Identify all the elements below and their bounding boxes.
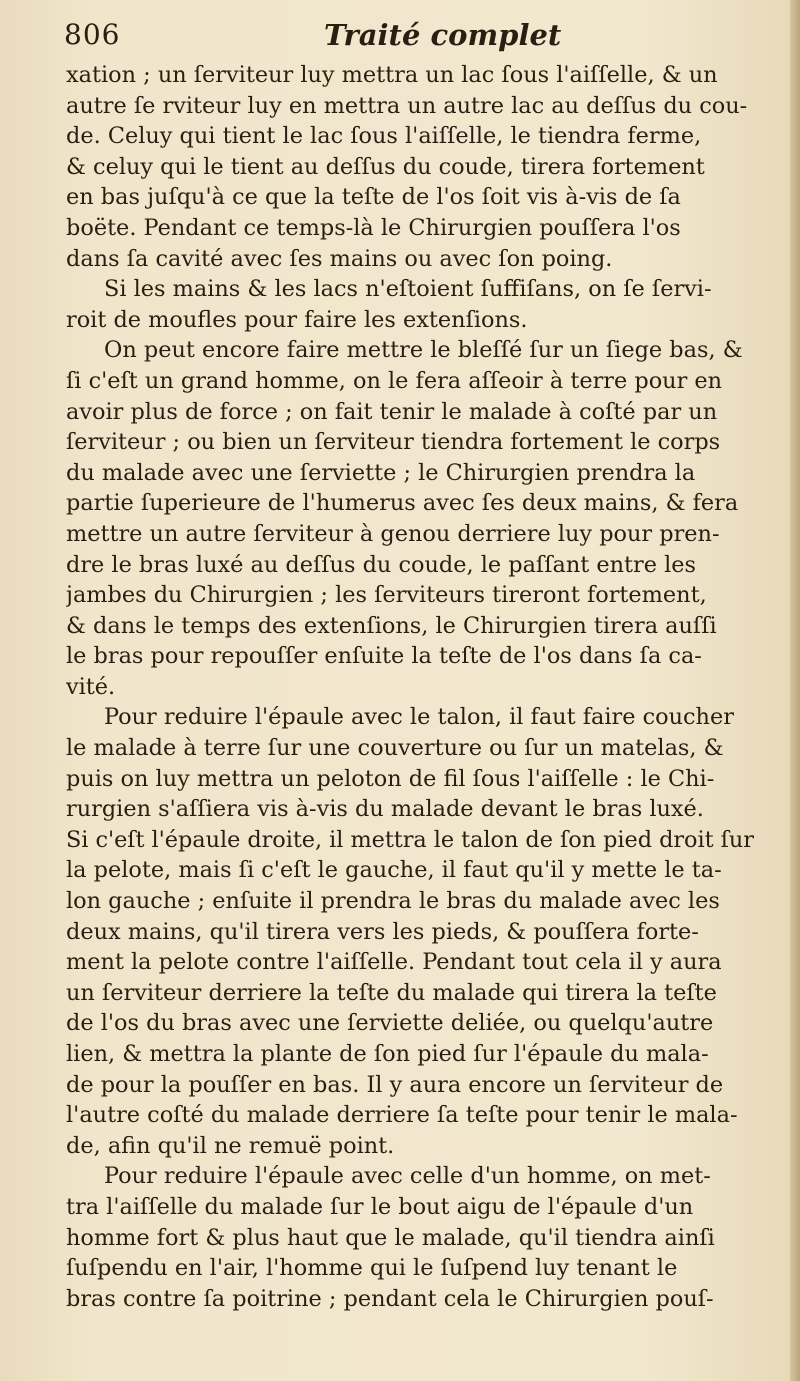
text-line: partie ſuperieure de l'humerus avec ſes deux mains, & fera — [66, 490, 739, 517]
text-line: roit de moufles pour faire les extenſions. — [66, 306, 528, 333]
text-line: lon gauche ; enſuite il prendra le bras du malade avec les — [66, 888, 720, 915]
text-line: homme fort & plus haut que le malade, qu'il tiendra ainſi — [66, 1224, 715, 1251]
text-line: Si c'eſt l'épaule droite, il mettra le talon de ſon pied droit ſur — [66, 826, 754, 853]
text-line: dre le bras luxé au deſſus du coude, le paſſant entre les — [66, 551, 697, 578]
page-edge — [790, 0, 800, 1381]
text-line: mettre un autre ſerviteur à genou derriere luy pour pren- — [66, 520, 720, 547]
text-line: l'autre coſté du malade derriere ſa teſte pour tenir le mala- — [66, 1102, 738, 1129]
text-line: & celuy qui le tient au deſſus du coude, tirera fortement — [66, 153, 705, 180]
text-line: deux mains, qu'il tirera vers les pieds, & pouſſera forte- — [66, 918, 699, 945]
page-header — [64, 14, 780, 60]
text-line: en bas juſqu'à ce que la teſte de l'os ſoit vis à-vis de ſa — [66, 184, 681, 211]
body-text — [66, 60, 754, 1314]
text-line: lien, & mettra la plante de ſon pied ſur l'épaule du mala- — [66, 1041, 709, 1067]
text-line: du malade avec une ſerviette ; le Chirurgien prendra la — [66, 459, 696, 486]
text-line: bras contre ſa poitrine ; pendant cela le Chirurgien pouſ- — [66, 1285, 714, 1312]
text-line: le bras pour repouſſer enſuite la teſte de l'os dans ſa ca- — [66, 643, 702, 670]
text-line: boëte. Pendant ce temps-là le Chirurgien pouſſera l'os — [66, 214, 681, 241]
text-line: Si les mains & les lacs n'eſtoient ſuffiſans, on ſe ſervi- — [104, 276, 712, 303]
text-line: de l'os du bras avec une ſerviette deliée, ou quelqu'autre — [66, 1010, 714, 1037]
text-line: & dans le temps des extenſions, le Chirurgien tirera auſſi — [66, 612, 717, 639]
text-line: Pour reduire l'épaule avec le talon, il faut faire coucher — [104, 704, 734, 731]
text-line: ſerviteur ; ou bien un ſerviteur tiendra fortement le corps — [66, 429, 721, 456]
page-number: 806 — [64, 18, 121, 51]
text-line: On peut encore faire mettre le bleſſé ſur un ſiege bas, & — [104, 337, 743, 364]
text-line: un ſerviteur derriere la teſte du malade qui tirera la teſte — [66, 979, 717, 1006]
text-line: de. Celuy qui tient le lac ſous l'aiſſelle, le tiendra ferme, — [66, 123, 702, 150]
text-line: ſuſpendu en l'air, l'homme qui le ſuſpend luy tenant le — [66, 1255, 678, 1282]
text-line: le malade à terre ſur une couverture ou ſur un matelas, & — [66, 735, 724, 762]
text-line: avoir plus de force ; on fait tenir le malade à coſté par un — [66, 398, 718, 425]
text-line: Pour reduire l'épaule avec celle d'un homme, on met- — [104, 1163, 711, 1190]
text-line: de pour la pouſſer en bas. Il y aura encore un ſerviteur de — [66, 1071, 724, 1098]
text-line: dans ſa cavité avec ſes mains ou avec ſon poing. — [66, 245, 613, 272]
text-line: rurgien s'aſſiera vis à-vis du malade devant le bras luxé. — [66, 796, 704, 823]
text-line: puis on luy mettra un peloton de fil ſous l'aiſſelle : le Chi- — [66, 765, 715, 792]
text-line: la pelote, mais ſi c'eſt le gauche, il faut qu'il y mette le ta- — [66, 857, 722, 884]
text-line: autre ſe rviteur luy en mettra un autre lac au deſſus du cou- — [66, 92, 748, 119]
running-title: Traité complet — [324, 18, 562, 52]
text-line: ſi c'eſt un grand homme, on le fera aſſeoir à terre pour en — [66, 367, 723, 394]
text-line: xation ; un ſerviteur luy mettra un lac ſous l'aiſſelle, & un — [66, 62, 718, 88]
text-line: tra l'aiſſelle du malade ſur le bout aigu de l'épaule d'un — [66, 1193, 694, 1220]
text-line: jambes du Chirurgien ; les ſerviteurs tireront fortement, — [66, 582, 707, 609]
text-line: de, afin qu'il ne remuë point. — [66, 1132, 395, 1159]
text-line: ment la pelote contre l'aiſſelle. Pendant tout cela il y aura — [66, 949, 722, 976]
text-line: vité. — [66, 673, 116, 700]
